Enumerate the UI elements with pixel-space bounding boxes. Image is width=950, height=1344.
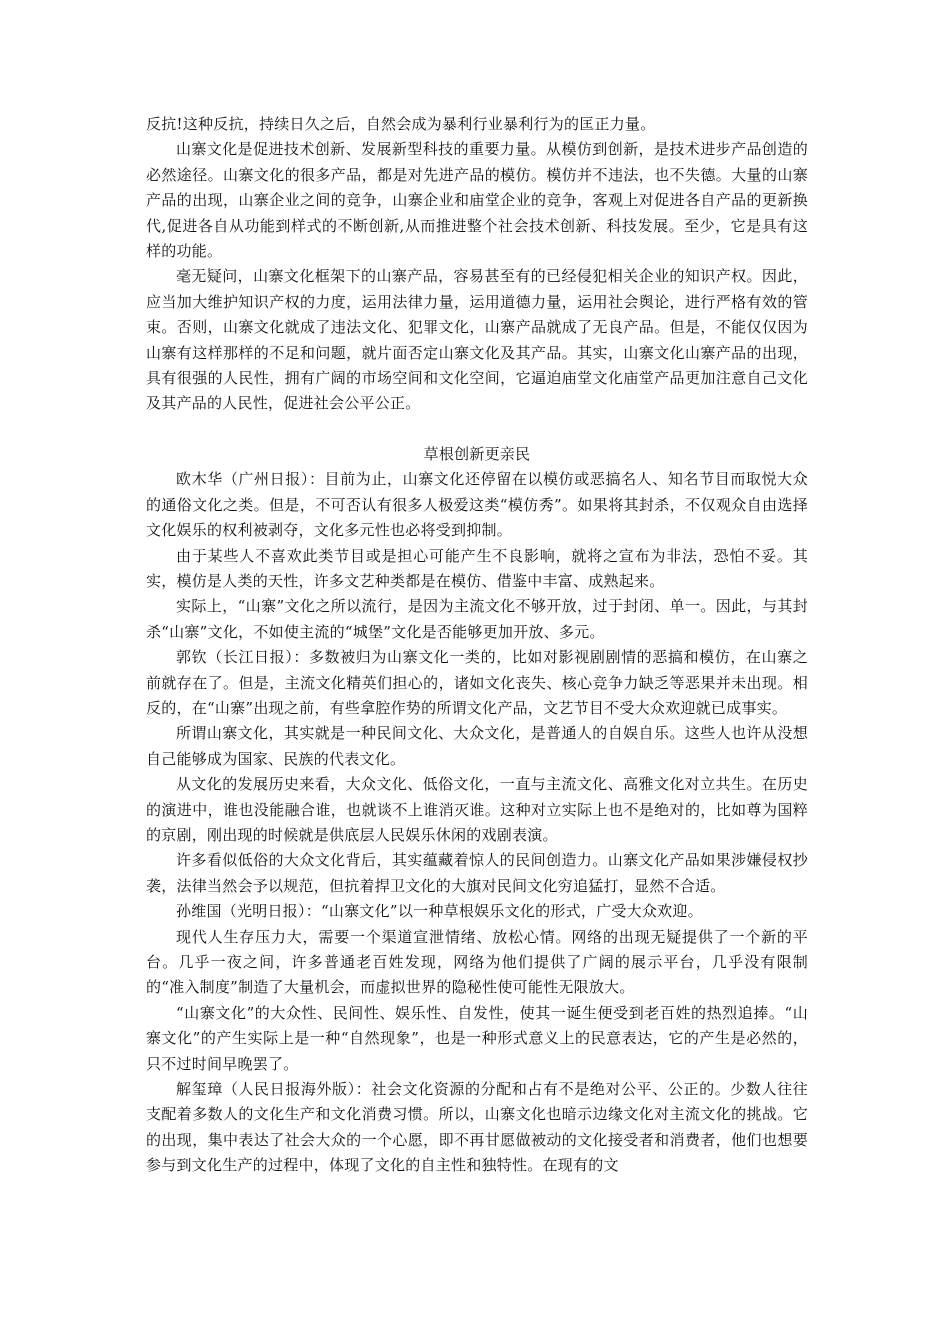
paragraph: “山寨文化”的大众性、民间性、娱乐性、自发性，使其一诞生便受到老百姓的热烈追捧。“山寨文化”的产生实际上是一种“自然现象”，也是一种形式意义上的民意表达，它的产生是必然的，只不过时间早晚罢了。	[146, 1003, 808, 1073]
paragraph-continuation: 反抗!这种反抗，持续日久之后，自然会成为暴利行业暴利行为的匡正力量。	[146, 115, 656, 133]
paragraph: 许多看似低俗的大众文化背后，其实蕴藏着惊人的民间创造力。山寨文化产品如果涉嫌侵权抄袭，法律当然会予以规范，但抗着捍卫文化的大旗对民间文化穷追猛打，显然不合适。	[146, 851, 808, 895]
paragraph: 山寨文化是促进技术创新、发展新型科技的重要力量。从模仿到创新，是技术进步产品创造的必然途径。山寨文化的很多产品，都是对先进产品的模仿。模仿并不违法，也不失德。大量的山寨产品的出现，山寨企业之间的竞争，山寨企业和庙堂企业的竞争，客观上对促进各自产品的更新换代,促进各自从功能到样式的不断创新,从而推进整个社会技术创新、科技发展。至少，它是具有这样的功能。	[146, 140, 808, 261]
paragraph: 由于某些人不喜欢此类节目或是担心可能产生不良影响，就将之宣布为非法，恐怕不妥。其实，模仿是人类的天性，许多文艺种类都是在模仿、借鉴中丰富、成熟起来。	[146, 546, 808, 590]
paragraph: 郭钦（长江日报）：多数被归为山寨文化一类的，比如对影视剧剧情的恶搞和模仿，在山寨之前就存在了。但是，主流文化精英们担心的，诸如文化丧失、核心竞争力缺乏等恶果并未出现。相反的，在“山寨”出现之前，有些拿腔作势的所谓文化产品，文艺节目不受大众欢迎就已成事实。	[146, 648, 808, 717]
paragraph: 欧木华（广州日报）：目前为止，山寨文化还停留在以模仿或恶搞名人、知名节目而取悦大众的通俗文化之类。但是，不可否认有很多人极爱这类“模仿秀”。如果将其封杀，不仅观众自由选择文化娱乐的权利被剥夺，文化多元性也必将受到抑制。	[146, 470, 808, 540]
paragraph: 孙维国（光明日报）：“山寨文化”以一种草根娱乐文化的形式，广受大众欢迎。	[176, 902, 703, 921]
paragraph: 现代人生存压力大，需要一个渠道宣泄情绪、放松心情。网络的出现无疑提供了一个新的平台。几乎一夜之间，许多普通老百姓发现，网络为他们提供了广阔的展示平台，几乎没有限制的“准入制度”制造了大量机会，而虚拟世界的隐秘性使可能性无限放大。	[146, 927, 808, 997]
document-page	[146, 112, 808, 1179]
section-heading: 草根创新更亲民	[423, 444, 531, 463]
paragraph: 解玺璋（人民日报海外版）：社会文化资源的分配和占有不是绝对公平、公正的。少数人往往支配着多数人的文化生产和文化消费习惯。所以，山寨文化也暗示边缘文化对主流文化的挑战。它的出现，集中表达了社会大众的一个心愿，即不再甘愿做被动的文化接受者和消费者，他们也想要参与到文化生产的过程中，体现了文化的自主性和独特性。在现有的文	[146, 1080, 808, 1175]
paragraph: 所谓山寨文化，其实就是一种民间文化、大众文化，是普通人的自娱自乐。这些人也许从没想自己能够成为国家、民族的代表文化。	[146, 724, 808, 768]
paragraph: 从文化的发展历史来看，大众文化、低俗文化，一直与主流文化、高雅文化对立共生。在历史的演进中，谁也没能融合谁，也就谈不上谁消灭谁。这种对立实际上也不是绝对的，比如尊为国粹的京剧，刚出现的时候就是供底层人民娱乐休闲的戏剧表演。	[146, 775, 808, 844]
paragraph: 毫无疑问，山寨文化框架下的山寨产品，容易甚至有的已经侵犯相关企业的知识产权。因此，应当加大维护知识产权的力度，运用法律力量，运用道德力量，运用社会舆论，进行严格有效的管束。否则，山寨文化就成了违法文化、犯罪文化，山寨产品就成了无良产品。但是，不能仅仅因为山寨有这样那样的不足和问题，就片面否定山寨文化及其产品。其实，山寨文化山寨产品的出现，具有很强的人民性，拥有广阔的市场空间和文化空间，它逼迫庙堂文化庙堂产品更加注意自己文化及其产品的人民性，促进社会公平公正。	[146, 267, 808, 413]
paragraph: 实际上，“山寨”文化之所以流行，是因为主流文化不够开放，过于封闭、单一。因此，与其封杀“山寨”文化，不如使主流的“城堡”文化是否能够更加开放、多元。	[146, 597, 808, 641]
